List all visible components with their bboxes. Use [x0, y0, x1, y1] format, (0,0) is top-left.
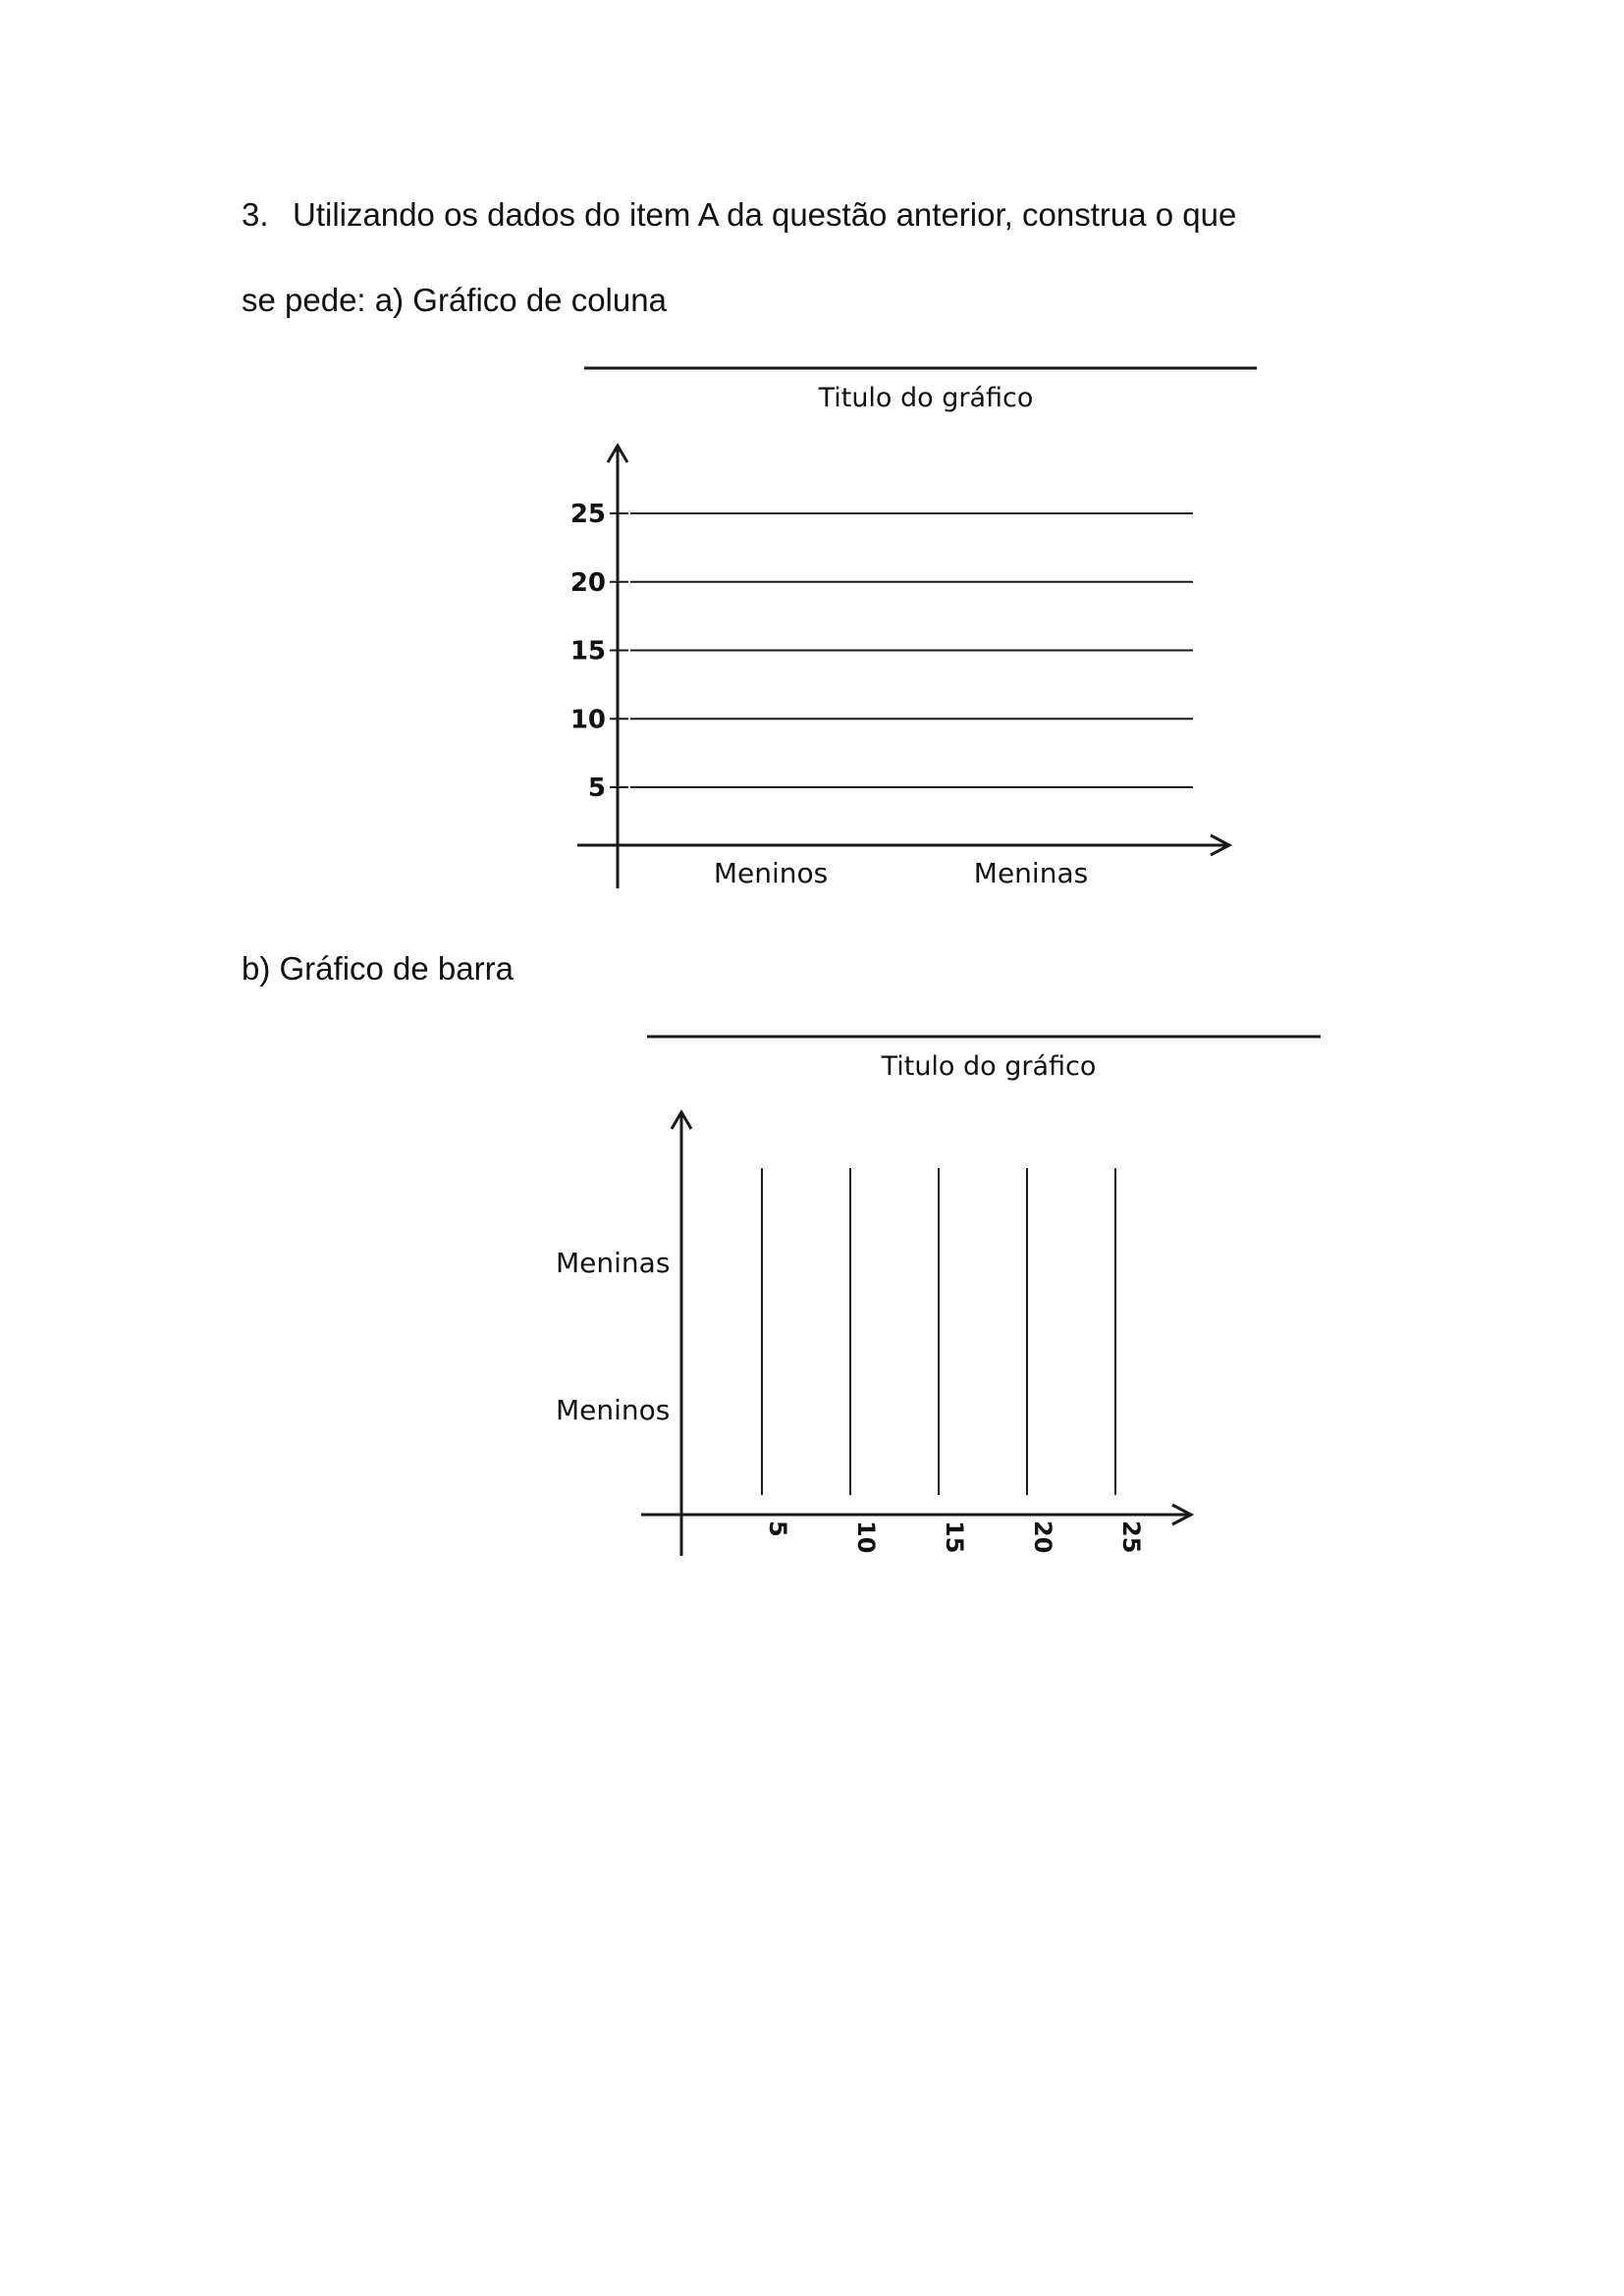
x-tick-label-10: 10 — [852, 1521, 880, 1554]
y-tick-label-10: 10 — [569, 705, 606, 735]
y-tick-label-15: 15 — [569, 636, 606, 667]
y-tick-label-25: 25 — [569, 500, 606, 529]
x-tick-label-20: 20 — [1029, 1521, 1056, 1554]
x-tick-label-15: 15 — [941, 1521, 968, 1554]
x-category-meninos: Meninos — [713, 857, 829, 889]
x-category-meninas: Meninas — [973, 857, 1089, 889]
y-tick-label-20: 20 — [569, 567, 606, 598]
question-text-line-2: se pede: a) Gráfico de coluna — [242, 282, 667, 318]
x-tick-label-5: 5 — [764, 1521, 791, 1537]
y-tick-label-5: 5 — [587, 774, 606, 803]
x-tick-label-25: 25 — [1117, 1521, 1145, 1554]
part-b-label: b) Gráfico de barra — [242, 950, 514, 987]
chart-title: Titulo do gráfico — [881, 1051, 1097, 1082]
question-number: 3. — [242, 196, 269, 233]
chart-title: Titulo do gráfico — [818, 383, 1034, 413]
y-category-meninos: Meninos — [556, 1394, 671, 1426]
y-category-meninas: Meninas — [556, 1247, 671, 1279]
question-text-line-1: Utilizando os dados do item A da questão anterior, construa o que — [293, 196, 1237, 233]
